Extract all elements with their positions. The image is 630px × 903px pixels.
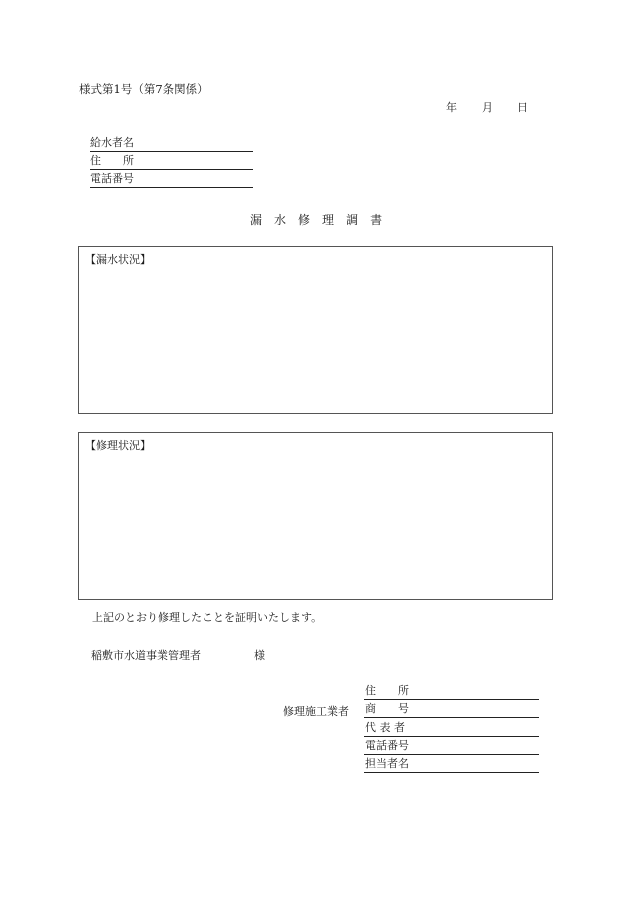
leak-status-label: 【漏水状況】 (85, 253, 151, 266)
form-number: 様式第1号（第7条関係） (79, 82, 209, 96)
applicant-address-field[interactable] (90, 153, 253, 170)
contractor-phone-label: 電話番号 (365, 739, 409, 752)
date-month-label: 月 (482, 101, 493, 114)
contractor-address-field[interactable] (364, 683, 539, 700)
contractor-company-field[interactable] (364, 701, 539, 718)
contractor-address-label: 住 所 (365, 684, 409, 697)
applicant-name-field[interactable] (90, 135, 253, 152)
certification-statement: 上記のとおり修理したことを証明いたします。 (92, 611, 323, 624)
title-char: 理 (322, 213, 335, 227)
contractor-phone-field[interactable] (364, 738, 539, 755)
document-title (250, 211, 382, 228)
contractor-representative-field[interactable] (364, 720, 539, 737)
applicant-phone-label: 電話番号 (90, 172, 134, 185)
contractor-label: 修理施工業者 (283, 705, 349, 718)
date-year-label: 年 (446, 101, 457, 114)
title-char: 書 (370, 213, 383, 227)
contractor-person-field[interactable] (364, 756, 539, 773)
honorific: 様 (254, 649, 265, 662)
contractor-representative-label: 代 表 者 (365, 721, 405, 734)
applicant-phone-field[interactable] (90, 171, 253, 188)
repair-status-label: 【修理状況】 (85, 439, 151, 452)
applicant-address-label: 住 所 (90, 154, 134, 167)
applicant-name-label: 給水者名 (90, 136, 134, 149)
leak-status-box[interactable] (78, 246, 553, 414)
contractor-person-label: 担当者名 (365, 757, 409, 770)
date-day-label: 日 (517, 101, 528, 114)
title-char: 水 (274, 213, 287, 227)
title-char: 調 (346, 213, 359, 227)
addressee-name: 稲敷市水道事業管理者 (91, 649, 201, 662)
title-char: 修 (298, 213, 311, 227)
addressee-line (91, 647, 265, 663)
contractor-company-label: 商 号 (365, 702, 409, 715)
title-char: 漏 (250, 213, 263, 227)
repair-status-box[interactable] (78, 432, 553, 600)
